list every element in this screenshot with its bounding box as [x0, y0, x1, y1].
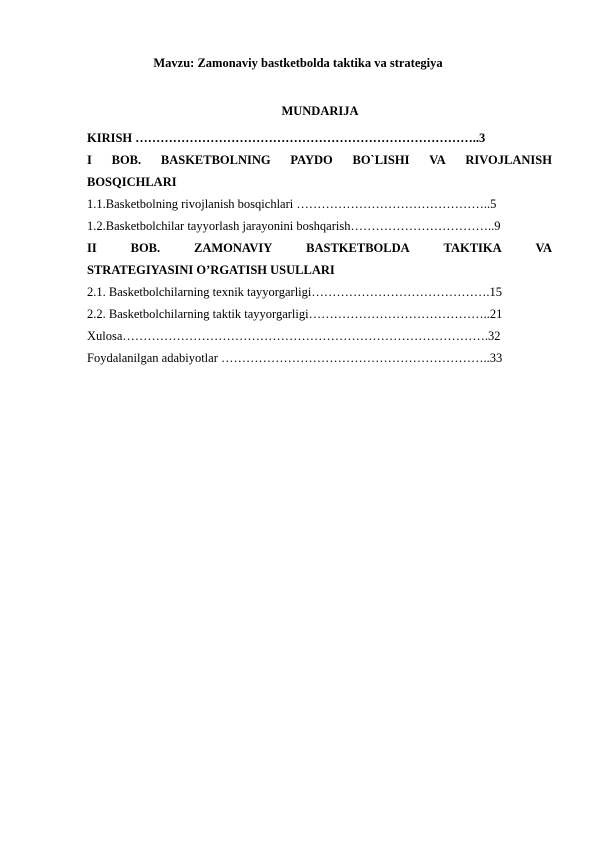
- toc-entry-1-2: 1.2.Basketbolchilar tayyorlash jarayonini boshqarish……………………………..9: [87, 219, 501, 233]
- toc-word: BASTKETBOLDA: [306, 241, 410, 255]
- toc-entry-1-1: 1.1.Basketbolning rivojlanish bosqichlari ………………………………………..5: [87, 197, 497, 211]
- toc-heading: MUNDARIJA: [281, 104, 359, 118]
- toc-chapter-2-title: [87, 237, 552, 259]
- toc-word: TAKTIKA: [443, 241, 502, 255]
- toc-chapter-2-title-cont: STRATEGIYASINI O’RGATISH USULLARI: [87, 263, 335, 277]
- toc-word: BOB.: [130, 241, 161, 255]
- toc-entry-xulosa: Xulosa…………………………………………………………………………….32: [87, 329, 501, 343]
- toc-entry-2-2: 2.2. Basketbolchilarning taktik tayyorgarligi……………………………………..21: [87, 307, 503, 321]
- toc-chapter-1-title: [87, 149, 552, 171]
- toc-word: II: [87, 241, 97, 255]
- toc-word: BASKETBOLNING: [160, 153, 271, 167]
- toc-word: I: [87, 153, 92, 167]
- table-of-contents: [87, 127, 552, 369]
- toc-word: VA: [429, 153, 446, 167]
- toc-word: BO`LISHI: [352, 153, 410, 167]
- document-title: Mavzu: Zamonaviy bastketbolda taktika va strategiya: [153, 56, 443, 70]
- toc-word: VA: [535, 241, 552, 255]
- toc-entry-foydalanilgan: Foydalanilgan adabiyotlar ………………………………………………………..33: [87, 351, 503, 365]
- toc-word: PAYDO: [290, 153, 333, 167]
- toc-entry-kirish: KIRISH ………………………………………………………………………..3: [87, 131, 486, 145]
- toc-word: BOB.: [111, 153, 142, 167]
- toc-chapter-1-title-cont: BOSQICHLARI: [87, 175, 177, 189]
- toc-entry-2-1: 2.1. Basketbolchilarning texnik tayyorgarligi…………………………………….15: [87, 285, 503, 299]
- toc-word: RIVOJLANISH: [465, 153, 552, 167]
- toc-word: ZAMONAVIY: [194, 241, 273, 255]
